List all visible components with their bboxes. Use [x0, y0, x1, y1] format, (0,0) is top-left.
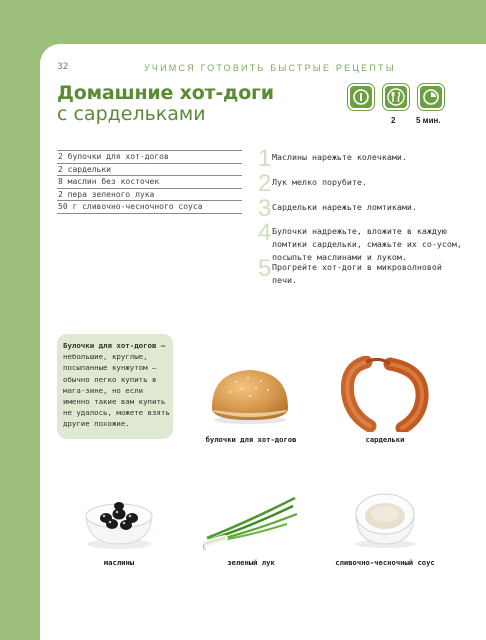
tip-body: небольшие, круглые, посыпанные кунжутом — обычно легко купить в мага-зине, но если именно такие вам купить не удалось, можете взять другие похожие. [63, 352, 170, 429]
difficulty-icon [348, 84, 374, 110]
ingredient-item: 2 сардельки [57, 164, 242, 177]
step-text: Маслины нарежьте колечками. [272, 152, 407, 162]
ingredient-item: 2 булочки для хот-догов [57, 150, 242, 164]
bun-caption: булочки для хот-догов [205, 435, 297, 444]
step-number: 4 [258, 219, 272, 246]
sausages-caption: сардельки [365, 435, 405, 444]
sausages-photo [340, 356, 430, 432]
recipe-title: Домашние хот-доги [57, 82, 274, 104]
bun-photo [206, 364, 294, 426]
servings-value: 2 [391, 116, 396, 125]
step-text: Прогрейте хот-доги в микроволновой печи. [272, 262, 442, 285]
step-text: Булочки надрежьте, вложите в каждую ломтики сардельки, смажьте их со-усом, посыпьте маслинами и луком. [272, 226, 462, 262]
tip-bold: Булочки для хот-догов — [63, 341, 166, 350]
cutlery-icon [383, 84, 409, 110]
step-number: 1 [258, 145, 272, 172]
sauce-caption: сливочно-чесночный соус [335, 558, 435, 567]
step-number: 5 [258, 255, 272, 282]
recipe-subtitle: с сардельками [57, 103, 206, 125]
page-number: 32 [57, 62, 69, 72]
sauce-photo [350, 490, 420, 550]
ingredients-list [57, 150, 242, 214]
green-onion-photo [203, 494, 299, 552]
step-text: Лук мелко порубите. [272, 177, 367, 187]
recipe-page [40, 44, 486, 640]
ingredient-item: 8 маслин без косточек [57, 176, 242, 189]
onion-caption: зеленый лук [227, 558, 275, 567]
step-number: 2 [258, 170, 272, 197]
tip-text [63, 340, 173, 430]
step-number: 3 [258, 195, 272, 222]
ingredient-item: 2 пера зеленого лука [57, 189, 242, 202]
section-title: УЧИМСЯ ГОТОВИТЬ БЫСТРЫЕ РЕЦЕПТЫ [144, 63, 396, 73]
step-text: Сардельки нарежьте ломтиками. [272, 202, 417, 212]
olives-photo [82, 494, 156, 550]
timer-icon [418, 84, 444, 110]
olives-caption: маслины [103, 558, 135, 567]
time-value: 5 мин. [416, 116, 441, 125]
tip-box [57, 334, 173, 439]
ingredient-item: 50 г сливочно-чесночного соуса [57, 201, 242, 214]
